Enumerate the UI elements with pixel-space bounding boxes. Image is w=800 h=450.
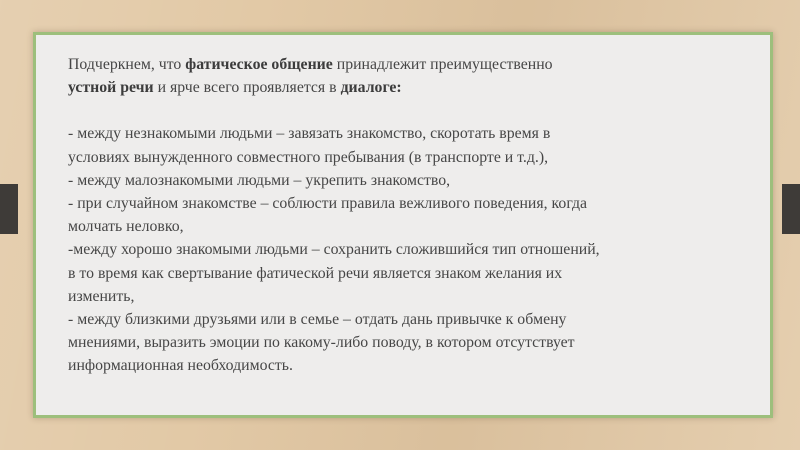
list-line: молчать неловко, [68, 218, 184, 236]
intro-line-2 [68, 76, 748, 99]
slide-text [68, 53, 748, 378]
list-line: - между малознакомыми людьми – укрепить знакомство, [68, 171, 451, 189]
list-line: - между незнакомыми людьми – завязать знакомство, скоротать время в [68, 125, 551, 143]
left-accent-bar [0, 184, 18, 234]
list-line: в то время как свертывание фатической речи является знаком желания их [68, 264, 563, 282]
intro-text-3: и ярче всего проявляется в [153, 79, 341, 97]
list-line: условиях вынужденного совместного пребывания (в транспорте и т.д.), [68, 148, 549, 166]
intro-bold-3: диалоге: [340, 79, 402, 97]
intro-bold-2: устной речи [68, 79, 154, 97]
intro-bold-1: фатическое общение [185, 56, 333, 73]
list-line: мнениями, выразить эмоции по какому-либо поводу, в котором отсутствует [68, 334, 575, 352]
list-line: информационная необходимость. [68, 357, 293, 375]
intro-text-2: принадлежит преимущественно [332, 56, 553, 73]
slide-card [33, 32, 773, 418]
right-accent-bar [782, 184, 800, 234]
paragraph-gap [68, 99, 748, 122]
list-line: - при случайном знакомстве – соблюсти правила вежливого поведения, когда [68, 195, 588, 213]
intro-line-1 [68, 53, 748, 76]
list-line: изменить, [68, 287, 135, 305]
intro-text-1: Подчеркнем, что [68, 56, 186, 73]
list-line: -между хорошо знакомыми людьми – сохранить сложившийся тип отношений, [68, 241, 600, 259]
list-line: - между близкими друзьями или в семье – отдать дань привычке к обмену [68, 311, 567, 329]
